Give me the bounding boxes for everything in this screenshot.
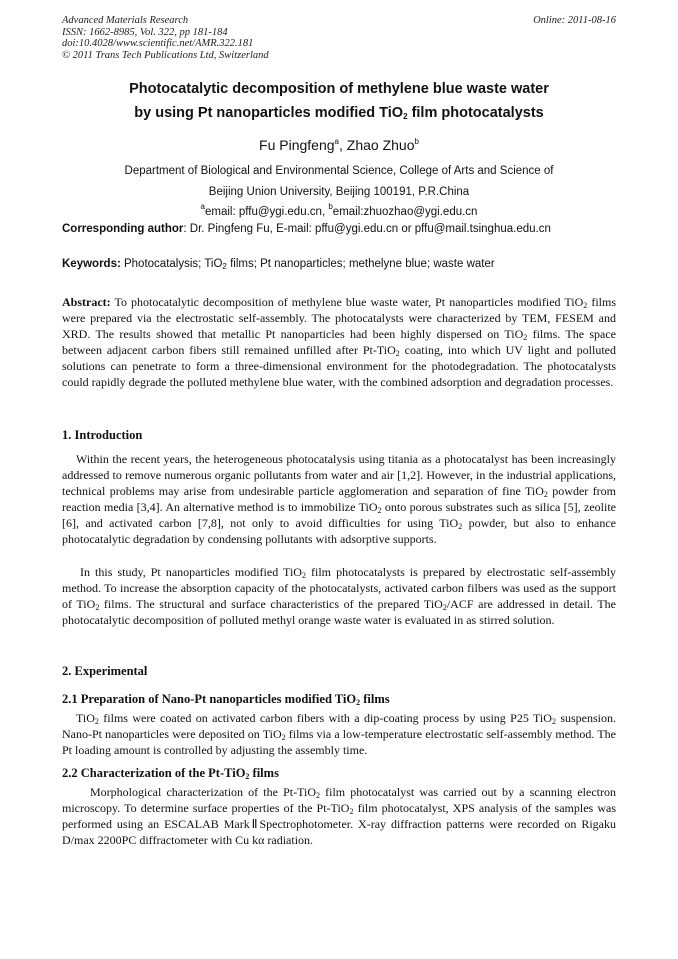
subsection-heading-2-2: 2.2 Characterization of the Pt-TiO$_2$ films <box>62 766 279 781</box>
doi-line[interactable]: doi:10.4028/www.scientific.net/AMR.322.181 <box>62 38 254 49</box>
intro-paragraph-1: Within the recent years, the heterogeneous photocatalysis using titania as a photocatalyst has been increasingly addressed to remove numerous organic pollutants from water and air [1,2]. However, in the industrial applications, technical problems may arise from undesirable particle agglomeration and separation of fine TiO$_2$ powder from reaction media [3,4]. An alternative method is to immobilize TiO$_2$ onto porous substrates such as silica [5], zeolite [6], and activated carbon [7,8], not only to avoid difficulties for using TiO$_2$ powder, but also to enhance photocatalytic degradation by condensing pollutants with adsorptive supports. <box>62 452 616 547</box>
issn-line: ISSN: 1662-8985, Vol. 322, pp 181-184 <box>62 26 228 38</box>
author-emails[interactable]: $^a$email: pffu@ygi.edu.cn, $^b$email:zhuozhao@ygi.edu.cn <box>200 202 478 218</box>
corresponding-author: Corresponding author: Dr. Pingfeng Fu, E-mail: pffu@ygi.edu.cn or pffu@mail.tsinghua.edu.cn <box>62 223 551 235</box>
paper-title <box>62 77 616 125</box>
intro-paragraph-2: In this study, Pt nanoparticles modified TiO$_2$ film photocatalysts is prepared by electrostatic self-assembly method. To increase the absorption capacity of the photocatalysts, activated carbon filbers was used as the support of TiO$_2$ films. The structural and surface characteristics of the prepared TiO$_2$/ACF are addressed in detail. The photocatalytic decomposition of polluted methyl orange waste water is evaluated in as stirred solution. <box>62 565 616 628</box>
abstract: Abstract: To photocatalytic decomposition of methylene blue waste water, Pt nanoparticles modified TiO$_2$ films were prepared via the electrostatic self-assembly. The photocatalysts were characterized by TEM, FESEM and XRD. The results showed that metallic Pt nanoparticles had been highly dispersed on TiO$_2$ films. The space between adjacent carbon fibers still remained unfilled after Pt-TiO$_2$ coating, into which UV light and polluted solutions can penetrate to form a three-dimensional environment for the photodegradation. The photocatalysts could rapidly degrade the polluted methylene blue water, with the combined adsorption and degradation processes. <box>62 295 616 390</box>
keywords: Keywords: Photocatalysis; TiO$_2$ films; Pt nanoparticles; methelyne blue; waste water <box>62 258 495 271</box>
abstract-label: Abstract: <box>62 295 111 309</box>
journal-name: Advanced Materials Research <box>62 15 189 26</box>
section-heading-introduction: 1. Introduction <box>62 428 143 442</box>
title-line-1: Photocatalytic decomposition of methylene blue waste water <box>129 81 549 97</box>
copyright-line: © 2011 Trans Tech Publications Ltd, Switzerland <box>62 49 269 61</box>
journal-header <box>62 15 269 61</box>
author-list: Fu Pingfeng$^a$, Zhao Zhuo$^b$ <box>259 137 419 153</box>
title-line-2: by using Pt nanoparticles modified TiO$_2$ film photocatalysts <box>134 105 544 121</box>
experimental-paragraph-1: TiO$_2$ films were coated on activated carbon fibers with a dip-coating process by using P25 TiO$_2$ suspension. Nano-Pt nanoparticles were deposited on TiO$_2$ films via a low-temperature electrostatic self-assembly method. The Pt loading amount is controlled by adjusting the assembly time. <box>62 711 616 758</box>
online-date: Online: 2011-08-16 <box>533 15 616 26</box>
author-name: Zhao Zhuo <box>346 137 415 153</box>
subsection-heading-2-1: 2.1 Preparation of Nano-Pt nanoparticles modified TiO$_2$ films <box>62 692 390 707</box>
section-heading-experimental: 2. Experimental <box>62 664 148 678</box>
experimental-paragraph-2: Morphological characterization of the Pt-TiO$_2$ film photocatalyst was carried out by a scanning electron microscopy. To determine surface properties of the Pt-TiO$_2$ film photocatalyst, XPS analysis of the samples was performed using an ESCALAB MarkⅡSpectrophotometer. X-ray diffraction patterns were recorded on Rigaku D/max 2200PC diffractometer with Cu kα radiation. <box>62 785 617 848</box>
affiliation: Department of Biological and Environmental Science, College of Arts and Science of Beijing Union University, Beijing 100191, P.R.China <box>124 165 554 198</box>
author-name: Fu Pingfeng <box>259 137 335 153</box>
